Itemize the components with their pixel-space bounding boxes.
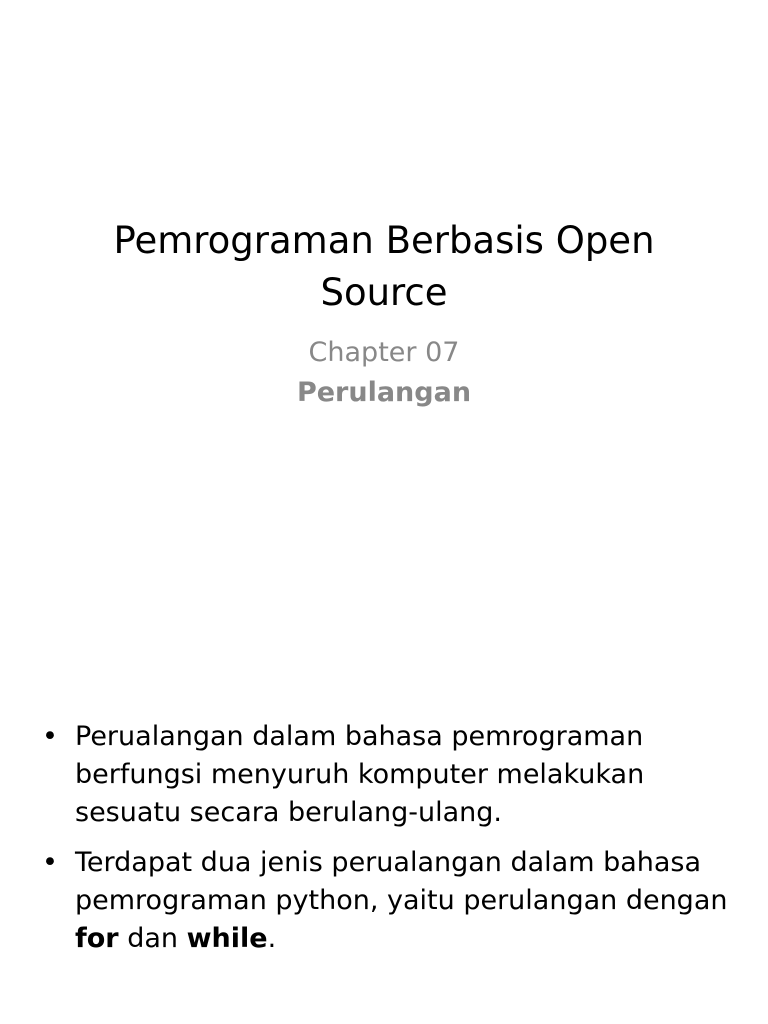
keyword-while: while (186, 923, 268, 954)
chapter-label: Chapter 07 (308, 337, 460, 368)
bullet-icon: • (42, 721, 58, 752)
bullet-text-part: . (267, 923, 277, 954)
bullet-icon: • (42, 847, 58, 878)
subtitle-block (60, 333, 708, 413)
keyword-for: for (75, 923, 119, 954)
bullet-item (42, 844, 732, 958)
bullet-list (42, 718, 732, 970)
bullet-item (42, 718, 732, 832)
bullet-text: Perualangan dalam bahasa pemrograman berfungsi menyuruh komputer melakukan sesuatu secara berulang-ulang. (75, 721, 645, 828)
slide-title: Pemrograman Berbasis Open Source (113, 218, 655, 314)
bullet-text (75, 847, 727, 954)
bullet-text-part: dan (118, 923, 187, 954)
bullet-text-part: Terdapat dua jenis perualangan dalam bahasa pemrograman python, yaitu perulangan dengan (75, 847, 728, 916)
topic-label: Perulangan (296, 377, 472, 408)
